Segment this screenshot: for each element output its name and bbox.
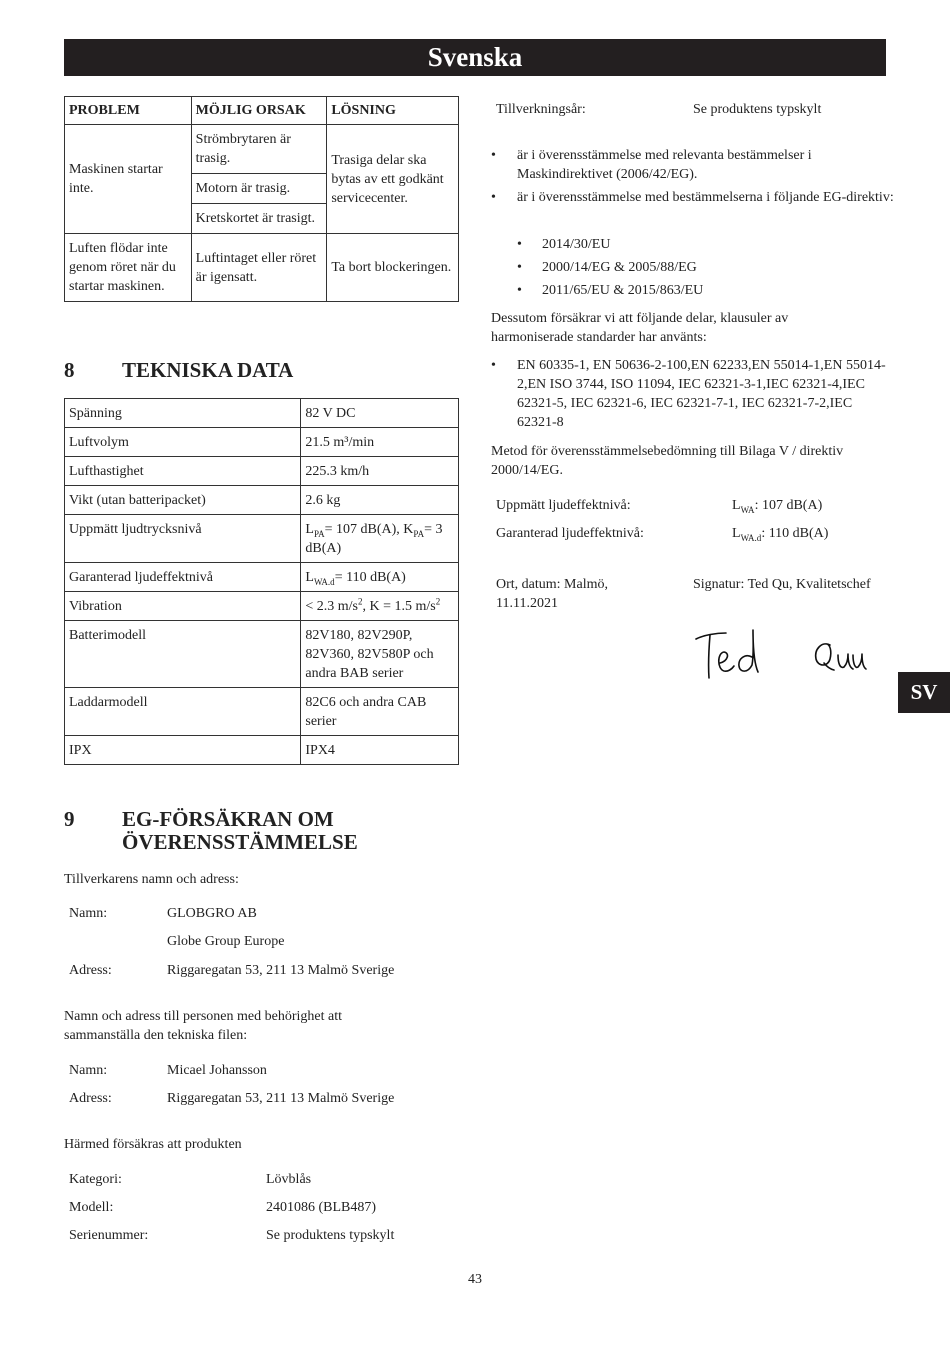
- technical-file-intro: Namn och adress till personen med behörighet att sammanställa den tekniska filen:: [64, 1009, 342, 1043]
- cause-cell: Kretskortet är trasigt.: [191, 204, 327, 234]
- standards-intro: Dessutom försäkrar vi att följande delar, klausuler av harmoniserade standarder har använts:: [491, 311, 789, 345]
- list-item: • 2000/14/EG & 2005/88/EG: [517, 260, 697, 275]
- table-row: [65, 125, 459, 174]
- spec-value: IPX4: [301, 736, 459, 765]
- page-header: Svenska: [64, 39, 886, 76]
- manufacturer-name-label: Namn:: [69, 906, 108, 921]
- table-row: [65, 399, 459, 428]
- section-number: 8: [64, 358, 75, 382]
- spec-value: < 2.3 $m/s^2$, K = 1.5 $m/s^2$: [301, 592, 459, 621]
- spec-label: Laddarmodell: [65, 688, 301, 736]
- header-problem: PROBLEM: [65, 97, 192, 125]
- model-value: 2401086 (BLB487): [266, 1200, 377, 1215]
- manufacture-year-value: Se produktens typskylt: [693, 102, 822, 117]
- section-title-line1: EG-FÖRSÄKRAN OM: [122, 807, 334, 831]
- spec-value: 82V180, 82V290P, 82V360, 82V580P och andra BAB serier: [301, 621, 459, 688]
- table-row: [65, 428, 459, 457]
- list-item: • EN 60335-1, EN 50636-2-100,EN 62233,EN 55014-1,EN 55014-2,EN ISO 3744, ISO 11094, IEC 62321-3-1,IEC 62321-4,IEC 62321-5, IEC 62321-6, IEC 62321-7-1, IEC 62321-7-2,IEC 62321-8: [491, 358, 886, 430]
- table-row: [65, 621, 459, 688]
- section-title: TEKNISKA DATA: [122, 358, 294, 382]
- table-row: [65, 457, 459, 486]
- list-item: • är i överensstämmelse med relevanta bestämmelser i Maskindirektivet (2006/42/EG).: [491, 148, 812, 182]
- measured-level-value: $L_{WA}$: 107 dB(A): [732, 498, 823, 515]
- spec-label: Vikt (utan batteripacket): [65, 486, 301, 515]
- table-row: [65, 486, 459, 515]
- problem-cell: Maskinen startar inte.: [65, 125, 192, 234]
- spec-value: $L_{WA.d}= 110$ dB(A): [301, 563, 459, 592]
- spec-value: 82C6 och andra CAB serier: [301, 688, 459, 736]
- manufacturer-name2: Globe Group Europe: [167, 934, 285, 949]
- solution-cell: Ta bort blockeringen.: [327, 234, 459, 302]
- spec-value: 21.5 m³/min: [301, 428, 459, 457]
- manufacturer-name: GLOBGRO AB: [167, 906, 257, 921]
- spec-label: Vibration: [65, 592, 301, 621]
- spec-value: 2.6 kg: [301, 486, 459, 515]
- spec-value: 225.3 km/h: [301, 457, 459, 486]
- list-item: • 2011/65/EU & 2015/863/EU: [517, 283, 704, 298]
- table-row: [65, 563, 459, 592]
- list-item: • är i överensstämmelse med bestämmelserna i följande EG-direktiv:: [491, 190, 894, 205]
- serial-label: Serienummer:: [69, 1228, 149, 1243]
- serial-value: Se produktens typskylt: [266, 1228, 395, 1243]
- section-8-heading: [64, 359, 293, 382]
- section-number: 9: [64, 807, 75, 831]
- spec-label: Garanterad ljudeffektnivå: [65, 563, 301, 592]
- manufacturer-intro: Tillverkarens namn och adress:: [64, 872, 239, 887]
- place-date: Ort, datum: Malmö, 11.11.2021: [496, 577, 608, 611]
- table-row: [65, 592, 459, 621]
- manufacturer-address: Riggaregatan 53, 211 13 Malmö Sverige: [167, 963, 395, 978]
- header-solution: LÖSNING: [327, 97, 459, 125]
- header-cause: MÖJLIG ORSAK: [191, 97, 327, 125]
- spec-label: Lufthastighet: [65, 457, 301, 486]
- spec-label: Uppmätt ljudtrycksnivå: [65, 515, 301, 563]
- problem-cell: Luften flödar inte genom röret när du startar maskinen.: [65, 234, 192, 302]
- measured-level-label: Uppmätt ljudeffektnivå:: [496, 498, 631, 513]
- handwritten-signature: [690, 625, 875, 685]
- table-header-row: [65, 97, 459, 125]
- method-text: Metod för överensstämmelsebedömning till Bilaga V / direktiv 2000/14/EG.: [491, 444, 844, 478]
- page-number: 43: [468, 1272, 482, 1287]
- spec-label: Spänning: [65, 399, 301, 428]
- product-intro: Härmed försäkras att produkten: [64, 1137, 242, 1152]
- spec-value: 82 V DC: [301, 399, 459, 428]
- table-row: [65, 515, 459, 563]
- technical-file-address-label: Adress:: [69, 1091, 112, 1106]
- model-label: Modell:: [69, 1200, 114, 1215]
- category-value: Lövblås: [266, 1172, 312, 1187]
- section-title-line2: ÖVERENSSTÄMMELSE: [122, 830, 358, 854]
- table-row: [65, 736, 459, 765]
- cause-cell: Strömbrytaren är trasig.: [191, 125, 327, 174]
- section-9-heading: [64, 808, 358, 854]
- troubleshooting-table: [64, 96, 459, 302]
- cause-cell: Motorn är trasig.: [191, 174, 327, 204]
- technical-file-name-label: Namn:: [69, 1063, 108, 1078]
- cause-cell: Luftintaget eller röret är igensatt.: [191, 234, 327, 302]
- spec-label: IPX: [65, 736, 301, 765]
- language-tab: SV: [898, 672, 950, 713]
- technical-file-name: Micael Johansson: [167, 1063, 267, 1078]
- solution-cell: Trasiga delar ska bytas av ett godkänt servicecenter.: [327, 125, 459, 234]
- technical-data-table: [64, 398, 459, 765]
- category-label: Kategori:: [69, 1172, 122, 1187]
- table-row: [65, 234, 459, 302]
- spec-value: $L_{PA}= 107$ dB(A), $K_{PA}= 3$ dB(A): [301, 515, 459, 563]
- manufacture-year-label: Tillverkningsår:: [496, 102, 586, 117]
- guaranteed-level-value: $L_{WA.d}$: 110 dB(A): [732, 526, 829, 543]
- technical-file-address: Riggaregatan 53, 211 13 Malmö Sverige: [167, 1091, 395, 1106]
- spec-label: Batterimodell: [65, 621, 301, 688]
- manufacturer-address-label: Adress:: [69, 963, 112, 978]
- signature-text: Signatur: Ted Qu, Kvalitetschef: [693, 577, 871, 592]
- list-item: • 2014/30/EU: [517, 237, 611, 252]
- table-row: [65, 688, 459, 736]
- guaranteed-level-label: Garanterad ljudeffektnivå:: [496, 526, 644, 541]
- spec-label: Luftvolym: [65, 428, 301, 457]
